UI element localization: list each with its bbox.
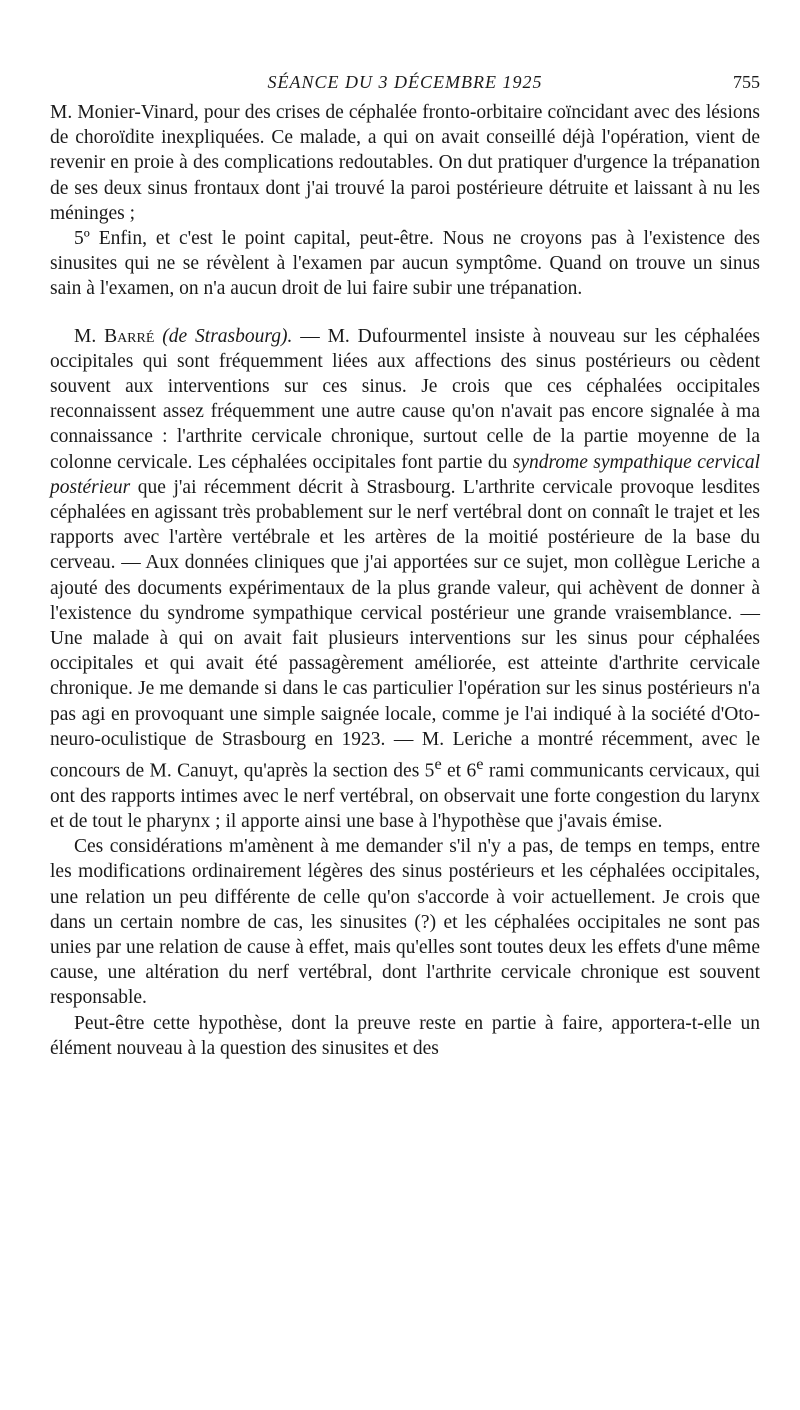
paragraph-hypothesis: Peut-être cette hypothèse, dont la preuve reste en partie à faire, apportera-t-elle un élément nouveau à la question des sinusites et des bbox=[50, 1012, 760, 1059]
paragraph-point-5: 5º Enfin, et c'est le point capital, peut-être. Nous ne croyons pas à l'existence des sinusites qui ne se révèlent à l'examen par aucun symptôme. Quand on trouve un sinus sain à l'examen, on n'a aucun droit de lui faire subir une trépanation. bbox=[50, 228, 760, 300]
page-header bbox=[50, 72, 760, 100]
page-number: 755 bbox=[733, 72, 760, 92]
document-page bbox=[50, 72, 760, 1061]
paragraph-text: que j'ai récemment décrit à Strasbourg. L'arthrite cervicale provoque lesdites céphalées en agissant très probablement sur le nerf vertébral dont on connaît le trajet et les rapports avec l'artère vertébrale et les artères de la moitié postérieure de la base du cerveau. — Aux données cliniques que j'ai apportées sur ce sujet, mon collègue Leriche a ajouté des documents expérimentaux de la plus grande valeur, qui achèvent de donner à l'existence du syndrome sympathique cervical postérieur une grande vraisemblance. — Une malade à qui on avait fait plusieurs interventions sur les sinus pour céphalées occipitales et qui avait été passagèrement améliorée, est atteinte d'arthrite cervicale chronique. Je me demande si dans le cas particulier l'opération sur les sinus postérieurs n'a pas agi en provoquant une simple saignée locale, comme je l'ai indiqué à la société d'Oto-neuro-oculistique de Strasbourg en 1923. — M. Leriche a montré récemment, avec le concours de M. Canuyt, qu'après la section des 5 bbox=[50, 476, 760, 782]
speaker-origin: (de Strasbourg). bbox=[162, 325, 293, 347]
syndrome-term: syndrome sympathique cervical postérieur bbox=[50, 451, 760, 498]
paragraph-text: et 6 bbox=[441, 760, 477, 782]
running-title: SÉANCE DU 3 DÉCEMBRE 1925 bbox=[267, 72, 543, 92]
paragraph-monier-vinard: M. Monier-Vinard, pour des crises de céphalée fronto-orbitaire coïncidant avec des lésions de choroïdite inexpliquées. Ce malade, a qui on avait conseillé déjà l'opération, vient de revenir en proie à des complications redoutables. On dut pratiquer d'urgence la trépanation de ses deux sinus frontaux dont j'ai trouvé la paroi postérieure détruite et laissant à nu les méninges ; bbox=[50, 102, 760, 224]
superscript: e bbox=[434, 755, 442, 774]
paragraph-text: — M. Dufourmentel insiste à nouveau sur les céphalées occipitales qui sont fréquemment liées aux affections des sinus postérieurs ou cèdent souvent aux interventions sur ces sinus. Je crois que ces céphalées occipitales reconnaissent assez fréquemment une autre cause qu'on n'avait pas encore signalée à ma connaissance : l'arthrite cervicale chronique, surtout celle de la partie moyenne de la colonne cervicale. Les céphalées occipitales font partie du bbox=[50, 325, 760, 473]
superscript: e bbox=[476, 755, 484, 774]
paragraph-text: rami communicants cervicaux, qui ont des rapports intimes avec le nerf vertébral, on observait une forte congestion du larynx et de tout le pharynx ; il apporte ainsi une base à l'hypothèse que j'avais émise. bbox=[50, 760, 760, 832]
paragraph-barre bbox=[50, 324, 760, 835]
speaker-name: M. Barré bbox=[74, 325, 155, 347]
paragraph-considerations: Ces considérations m'amènent à me demander s'il n'y a pas, de temps en temps, entre les modifications ordinairement légères des sinus postérieurs et les céphalées occipitales, une relation un peu différente de celle qu'on s'accorde à voir actuellement. Je crois que dans un certain nombre de cas, les sinusites (?) et les céphalées occipitales ne sont pas unies par une relation de cause à effet, mais qu'elles sont toutes deux les effets d'une même cause, une altération du nerf vertébral, dont l'arthrite cervicale chronique est souvent responsable. bbox=[50, 836, 760, 1009]
